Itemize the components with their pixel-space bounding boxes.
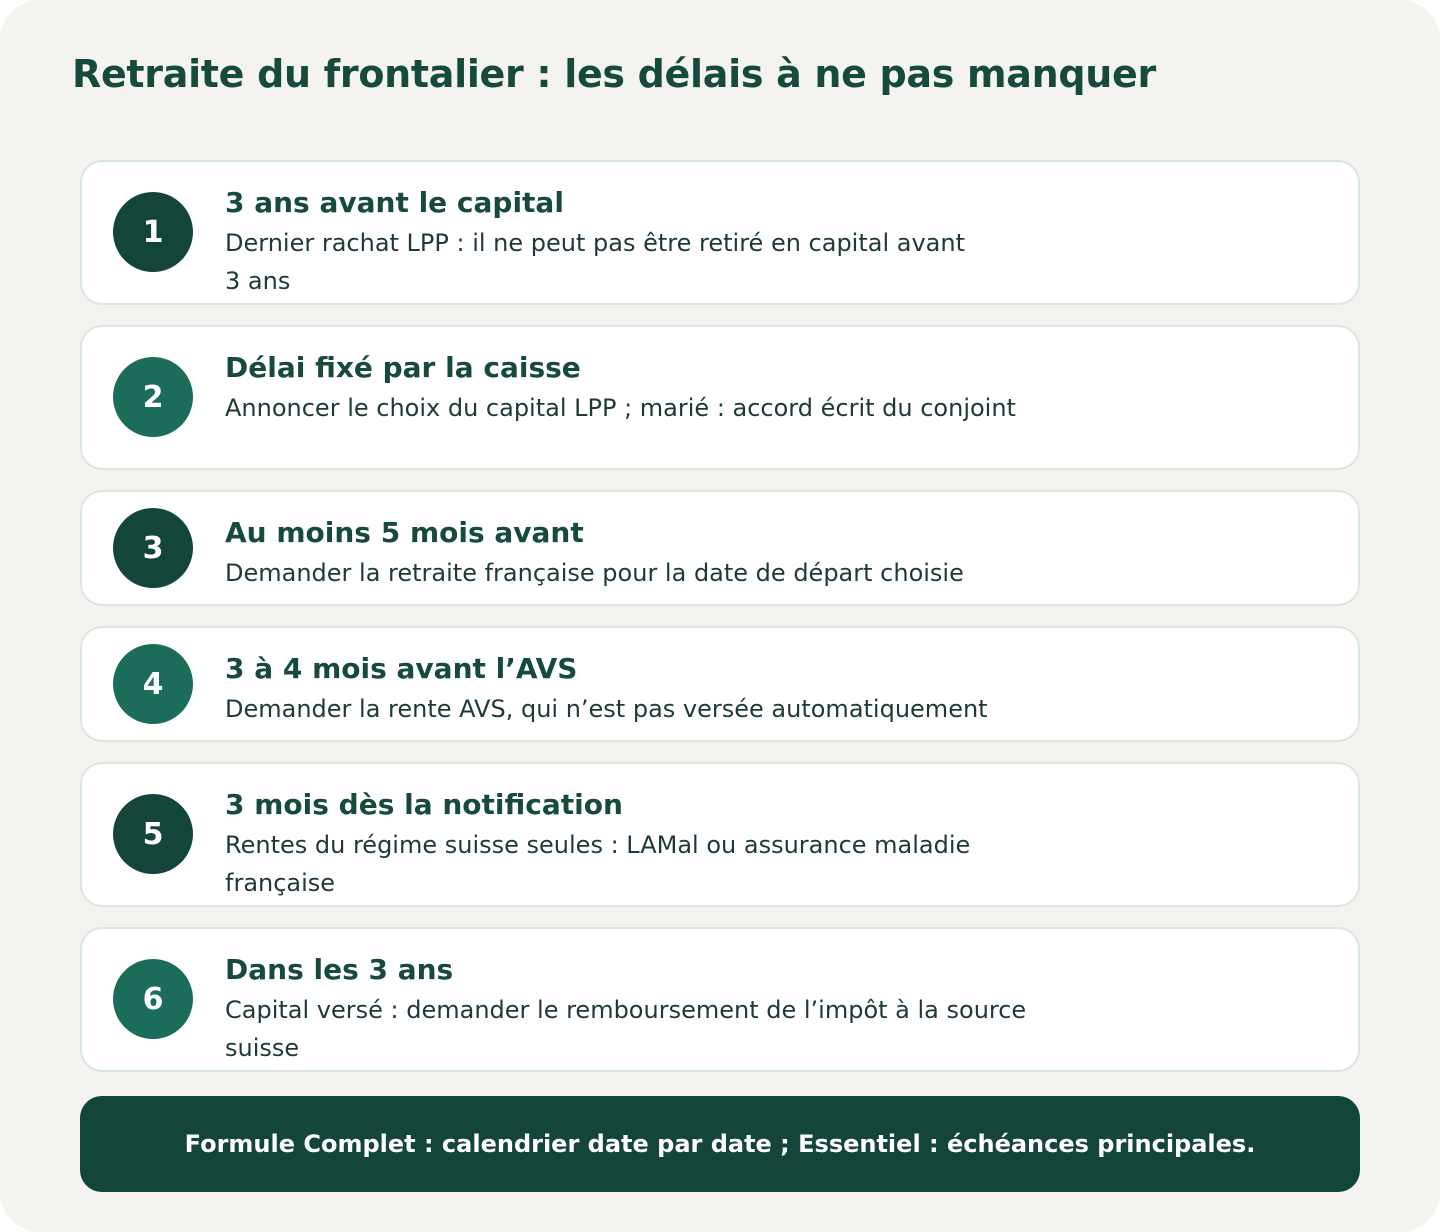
step-description: Annoncer le choix du capital LPP ; marié : accord écrit du conjoint <box>225 394 1016 422</box>
step-description: Rentes du régime suisse seules : LAMal ou assurance maladie française <box>225 831 971 897</box>
step-heading: Au moins 5 mois avant <box>225 516 584 549</box>
step-heading: 3 mois dès la notification <box>225 788 623 821</box>
steps-list <box>80 160 1360 1092</box>
step-item-1 <box>80 160 1360 305</box>
footer-banner: Formule Complet : calendrier date par date ; Essentiel : échéances principales. <box>80 1096 1360 1192</box>
step-item-4 <box>80 626 1360 742</box>
step-number-badge: 4 <box>113 644 193 724</box>
step-number-badge: 6 <box>113 959 193 1039</box>
step-content <box>225 951 1105 1067</box>
step-description: Demander la retraite française pour la date de départ choisie <box>225 559 964 587</box>
step-content <box>225 786 1105 902</box>
step-content <box>225 514 1105 592</box>
step-heading: Délai fixé par la caisse <box>225 351 581 384</box>
step-number-badge: 1 <box>113 192 193 272</box>
step-item-2 <box>80 325 1360 470</box>
step-content <box>225 349 1105 427</box>
step-item-6 <box>80 927 1360 1072</box>
page-title: Retraite du frontalier : les délais à ne pas manquer <box>72 52 1156 96</box>
step-item-5 <box>80 762 1360 907</box>
step-content <box>225 184 1105 300</box>
step-description: Demander la rente AVS, qui n’est pas versée automatiquement <box>225 695 988 723</box>
step-number-badge: 2 <box>113 357 193 437</box>
step-number-badge: 3 <box>113 508 193 588</box>
step-heading: 3 ans avant le capital <box>225 186 564 219</box>
step-item-3 <box>80 490 1360 606</box>
step-description: Dernier rachat LPP : il ne peut pas être retiré en capital avant 3 ans <box>225 229 966 295</box>
step-heading: Dans les 3 ans <box>225 953 454 986</box>
step-number-badge: 5 <box>113 794 193 874</box>
step-content <box>225 650 1105 728</box>
step-description: Capital versé : demander le remboursement de l’impôt à la source suisse <box>225 996 1027 1062</box>
step-heading: 3 à 4 mois avant l’AVS <box>225 652 578 685</box>
